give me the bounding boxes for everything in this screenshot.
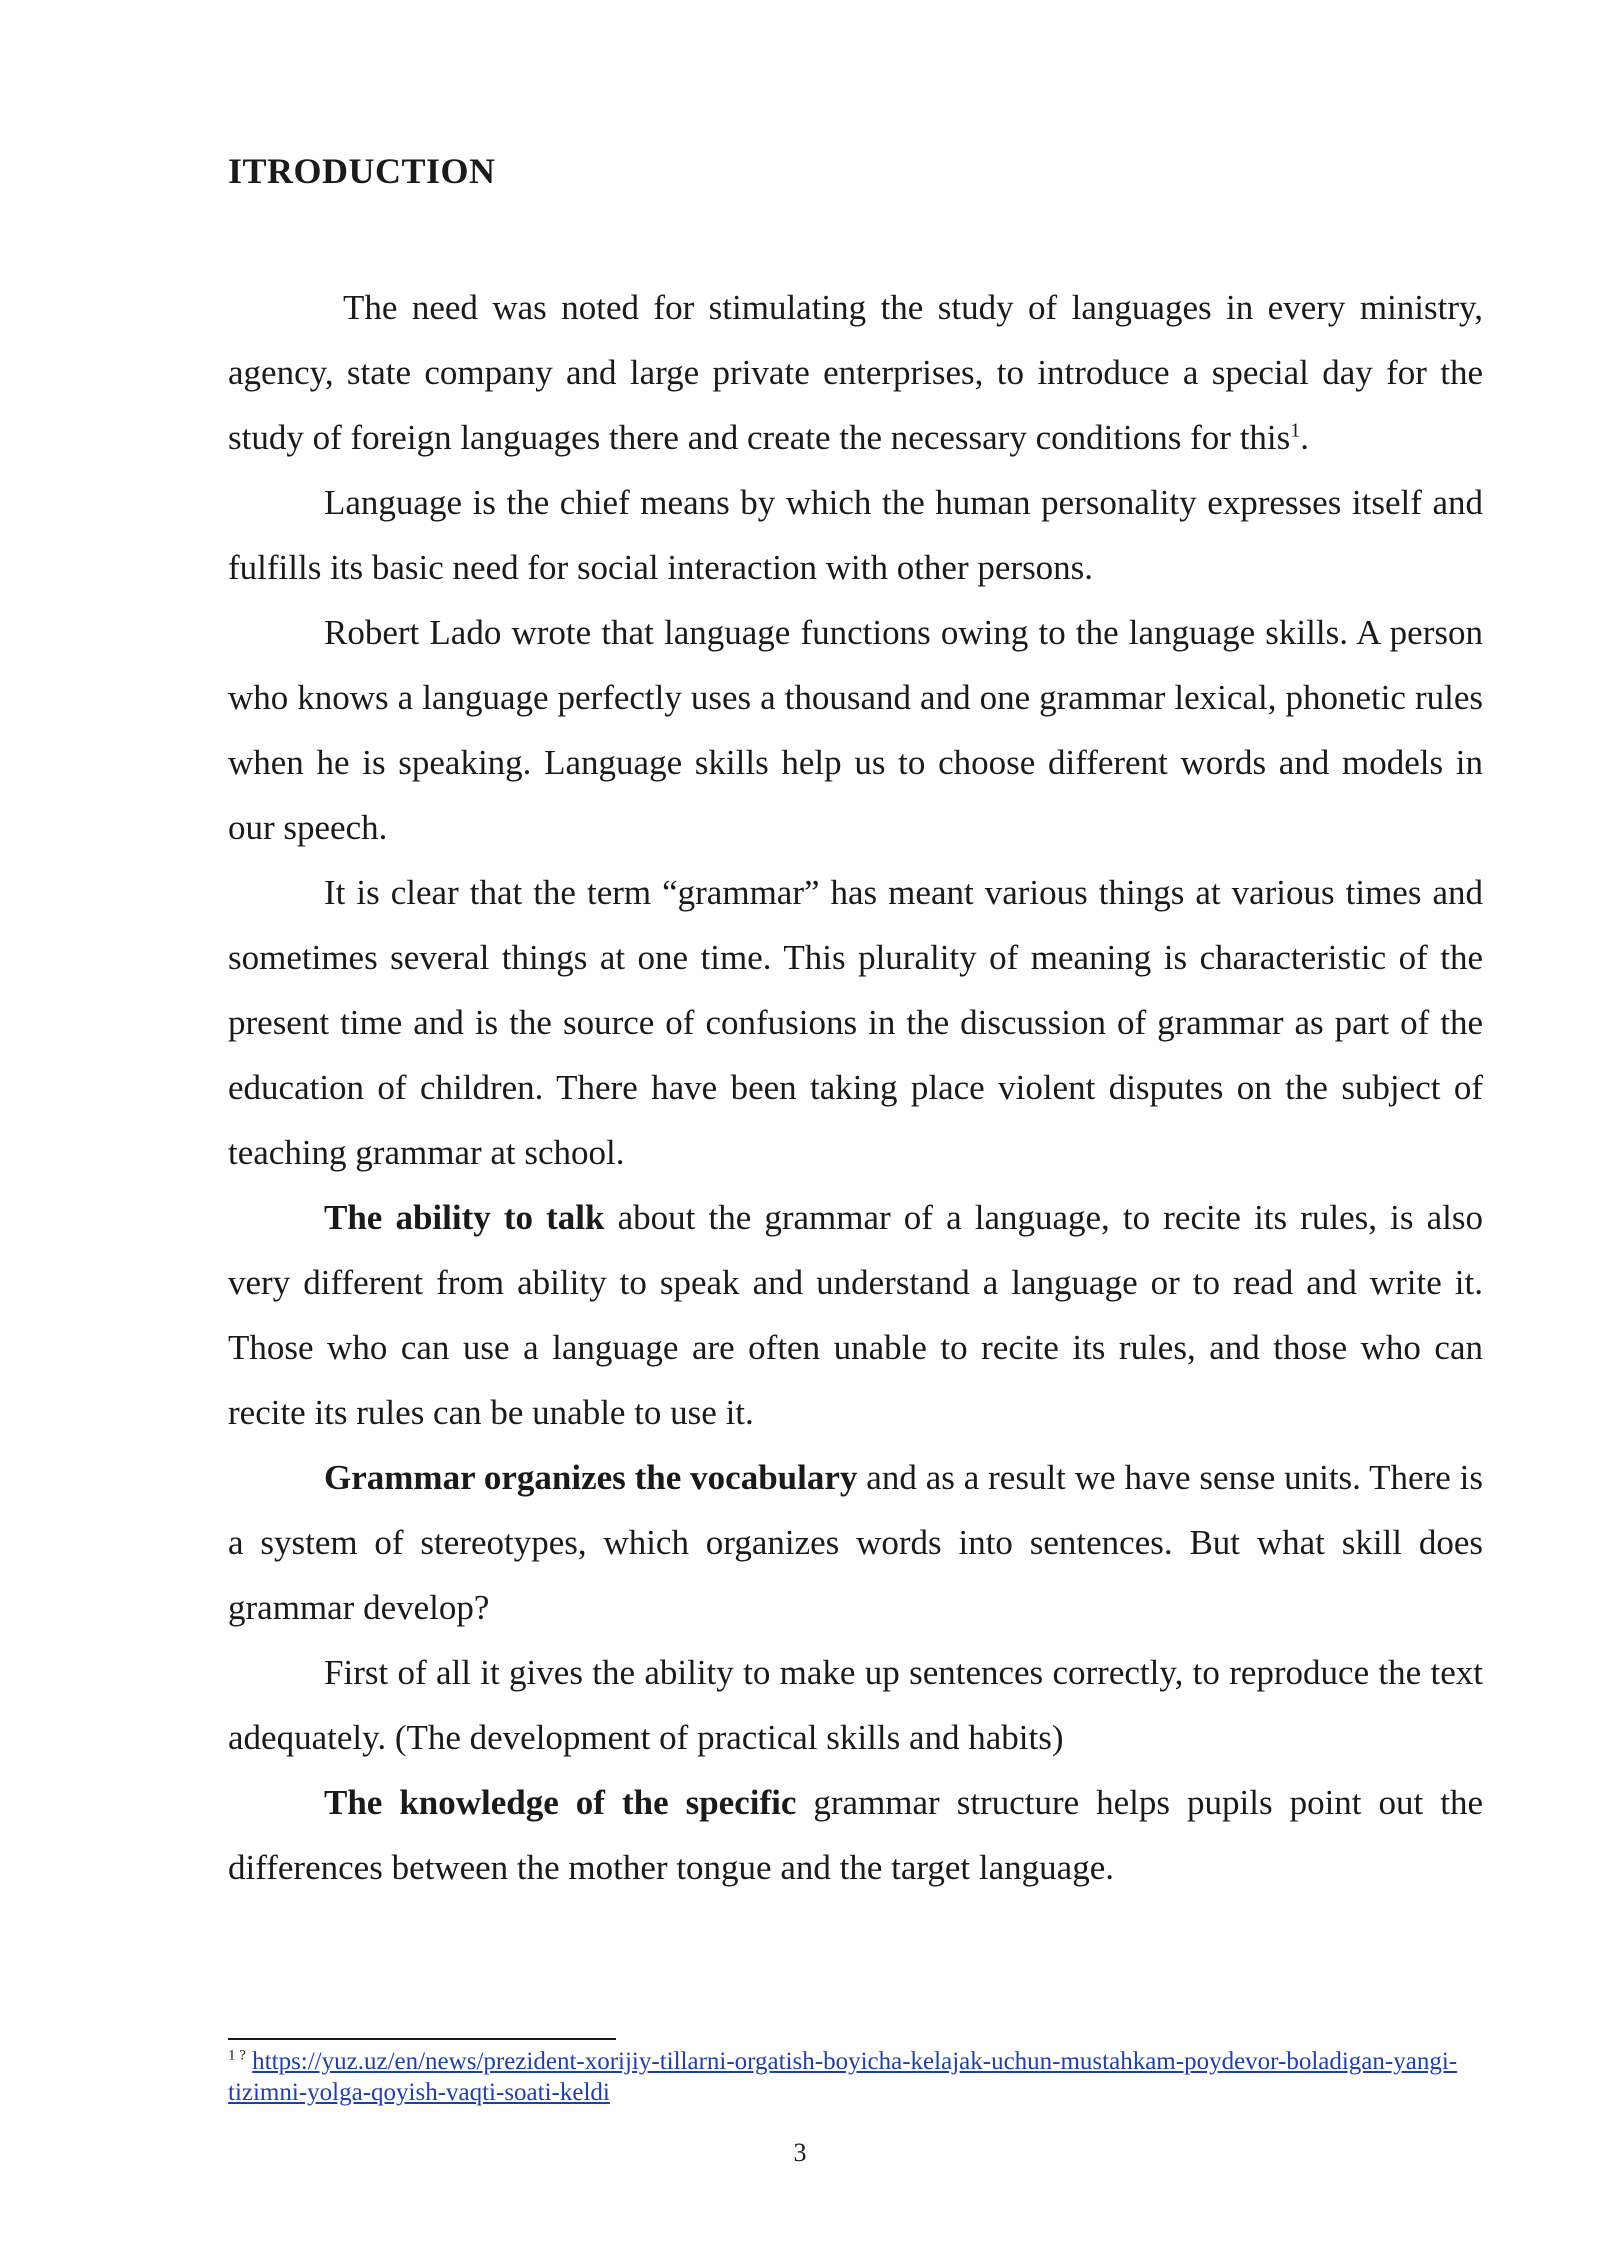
paragraph-8 xyxy=(228,1770,1483,1900)
footnote xyxy=(228,2046,1486,2108)
paragraph-5 xyxy=(228,1185,1483,1445)
paragraph-text: The need was noted for stimulating the study of languages in every ministry, agency, state company and large private enterprises, to introduce a special day for the study of foreign languages there and create the necessary conditions for this xyxy=(228,288,1483,457)
paragraph-text: and as a result we have sense units. There is a system of stereotypes, which organizes words into sentences. But what skill does grammar develop? xyxy=(228,1458,1484,1627)
paragraph-2 xyxy=(228,470,1483,600)
paragraph-4 xyxy=(228,860,1483,1185)
paragraph-text: First of all it gives the ability to make up sentences correctly, to reproduce the text adequately. (The development of practical skills and habits) xyxy=(228,1653,1483,1757)
page-number: 3 xyxy=(793,2138,807,2167)
footnote-link[interactable]: https://yuz.uz/en/news/prezident-xorijiy-tillarni-orgatish-boyicha-kelajak-uchun-mustahkam-poydevor-boladigan-yangi-tizimni-yolga-qoyish-vaqti-soati-keldi xyxy=(228,2048,1458,2106)
paragraph-text: grammar structure helps pupils point out the differences between the mother tongue and the target language. xyxy=(228,1783,1483,1887)
section-heading: ITRODUCTION xyxy=(228,151,496,191)
paragraph-text: Language is the chief means by which the human personality expresses itself and fulfills its basic need for social interaction with other persons. xyxy=(228,483,1483,587)
footnote-separator xyxy=(228,2038,616,2040)
footnote-reference[interactable]: 1 xyxy=(1290,419,1301,442)
paragraph-1 xyxy=(228,275,1483,470)
paragraph-7 xyxy=(228,1640,1483,1770)
paragraph-bold-lead: Grammar organizes the vocabulary xyxy=(324,1458,858,1497)
paragraph-bold-lead: The ability to talk xyxy=(324,1198,605,1237)
footnote-marker: 1 ? xyxy=(228,2047,246,2064)
paragraph-6 xyxy=(228,1445,1483,1640)
paragraph-text: Robert Lado wrote that language functions owing to the language skills. A person who knows a language perfectly uses a thousand and one grammar lexical, phonetic rules when he is speaking. Language skills help us to choose different words and models in our speech. xyxy=(228,613,1483,847)
paragraph-bold-lead: The knowledge of the specific xyxy=(324,1783,797,1822)
paragraph-3 xyxy=(228,600,1483,860)
document-body xyxy=(228,275,1483,1900)
paragraph-tail: . xyxy=(1300,418,1310,457)
paragraph-text: about the grammar of a language, to recite its rules, is also very different from ability to speak and understand a language or to read and write it. Those who can use a language are often unable to recite its rules, and those who can recite its rules can be unable to use it. xyxy=(228,1198,1484,1432)
paragraph-text: It is clear that the term “grammar” has meant various things at various times and sometimes several things at one time. This plurality of meaning is characteristic of the present time and is the source of confusions in the discussion of grammar as part of the education of children. There have been taking place violent disputes on the subject of teaching grammar at school. xyxy=(228,873,1483,1172)
